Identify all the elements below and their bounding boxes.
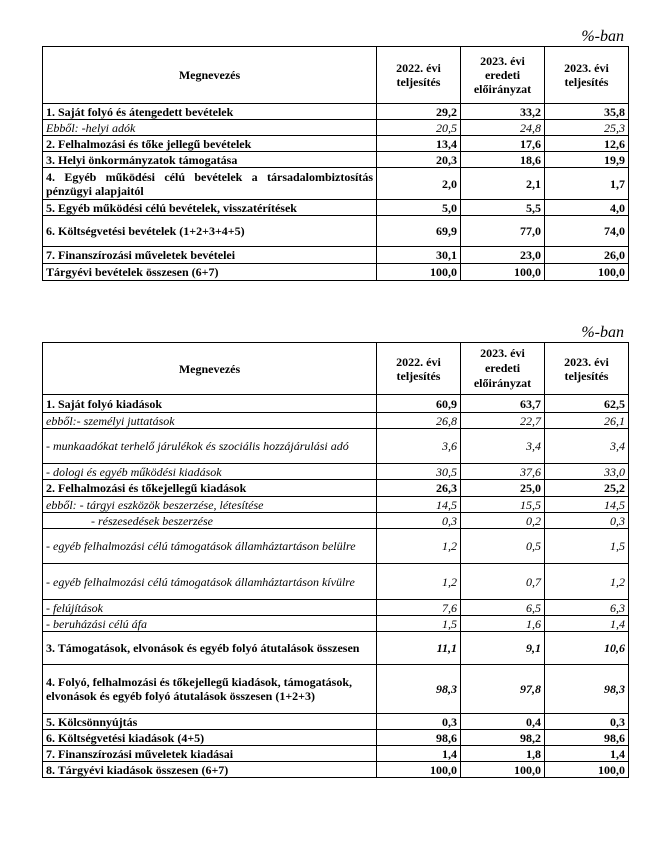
row-label: 6. Költségvetési bevételek (1+2+3+4+5)	[43, 216, 377, 247]
row-label: 1. Saját folyó és átengedett bevételek	[43, 104, 377, 120]
value-2023: 1,5	[545, 529, 629, 564]
row-label: Tárgyévi bevételek összesen (6+7)	[43, 264, 377, 281]
expense-row	[43, 464, 629, 480]
row-label: 1. Saját folyó kiadások	[43, 395, 377, 413]
value-2023-plan: 5,5	[461, 200, 545, 216]
value-2023: 98,6	[545, 730, 629, 746]
expense-row	[43, 497, 629, 513]
value-2023: 3,4	[545, 429, 629, 464]
value-2023-plan: 15,5	[461, 497, 545, 513]
income-table-body	[43, 104, 629, 281]
value-2023-plan: 6,5	[461, 600, 545, 616]
value-2022: 13,4	[377, 136, 461, 152]
expense-row	[43, 480, 629, 497]
expense-row	[43, 746, 629, 762]
value-2022: 60,9	[377, 395, 461, 413]
income-row	[43, 216, 629, 247]
value-2022: 100,0	[377, 762, 461, 778]
row-label: ebből:- személyi juttatások	[43, 413, 377, 429]
expense-row	[43, 632, 629, 665]
value-2023: 26,0	[545, 247, 629, 264]
value-2023: 12,6	[545, 136, 629, 152]
row-label: - dologi és egyéb működési kiadások	[43, 464, 377, 480]
value-2022: 7,6	[377, 600, 461, 616]
value-2023-plan: 0,2	[461, 513, 545, 529]
value-2023-plan: 100,0	[461, 264, 545, 281]
value-2022: 98,6	[377, 730, 461, 746]
header-col-2022: 2022. évi teljesítés	[377, 47, 461, 104]
value-2023: 4,0	[545, 200, 629, 216]
expense-table-body	[43, 395, 629, 778]
expense-row	[43, 513, 629, 529]
value-2023: 1,7	[545, 168, 629, 200]
row-label: - beruházási célú áfa	[43, 616, 377, 632]
header-name: Megnevezés	[43, 47, 377, 104]
value-2023: 1,4	[545, 616, 629, 632]
value-2022: 30,1	[377, 247, 461, 264]
expense-row	[43, 529, 629, 564]
value-2023-plan: 22,7	[461, 413, 545, 429]
value-2023: 35,8	[545, 104, 629, 120]
value-2022: 30,5	[377, 464, 461, 480]
row-label: 4. Egyéb működési célú bevételek a társadalombiztosítás pénzügyi alapjaitól	[43, 168, 377, 200]
expense-row	[43, 616, 629, 632]
row-label: 4. Folyó, felhalmozási és tőkejellegű kiadások, támogatások, elvonások és egyéb folyó átutalások összesen (1+2+3)	[43, 665, 377, 714]
header-col-2023-plan: 2023. évi eredeti előirányzat	[461, 343, 545, 395]
value-2022: 5,0	[377, 200, 461, 216]
value-2023: 0,3	[545, 714, 629, 730]
row-label: 7. Finanszírozási műveletek bevételei	[43, 247, 377, 264]
value-2023-plan: 98,2	[461, 730, 545, 746]
value-2023: 74,0	[545, 216, 629, 247]
row-label: - egyéb felhalmozási célú támogatások államháztartáson belülre	[43, 529, 377, 564]
income-table	[42, 46, 629, 281]
expense-header-row	[43, 343, 629, 395]
expense-row	[43, 564, 629, 600]
value-2022: 14,5	[377, 497, 461, 513]
value-2022: 3,6	[377, 429, 461, 464]
value-2023: 100,0	[545, 264, 629, 281]
value-2023: 100,0	[545, 762, 629, 778]
income-row	[43, 120, 629, 136]
header-col-2023: 2023. évi teljesítés	[545, 47, 629, 104]
value-2022: 98,3	[377, 665, 461, 714]
header-col-2023: 2023. évi teljesítés	[545, 343, 629, 395]
row-label: 7. Finanszírozási műveletek kiadásai	[43, 746, 377, 762]
value-2023-plan: 9,1	[461, 632, 545, 665]
value-2022: 20,5	[377, 120, 461, 136]
value-2023: 1,4	[545, 746, 629, 762]
value-2022: 29,2	[377, 104, 461, 120]
income-row	[43, 168, 629, 200]
value-2023-plan: 24,8	[461, 120, 545, 136]
expense-row	[43, 665, 629, 714]
row-label: 2. Felhalmozási és tőkejellegű kiadások	[43, 480, 377, 497]
value-2022: 0,3	[377, 714, 461, 730]
row-label: Ebből: -helyi adók	[43, 120, 377, 136]
value-2022: 26,3	[377, 480, 461, 497]
value-2022: 20,3	[377, 152, 461, 168]
unit-label-expense: %-ban	[581, 324, 624, 341]
income-row	[43, 136, 629, 152]
value-2023: 98,3	[545, 665, 629, 714]
value-2022: 0,3	[377, 513, 461, 529]
unit-label-income: %-ban	[581, 28, 624, 45]
value-2023: 10,6	[545, 632, 629, 665]
value-2022: 26,8	[377, 413, 461, 429]
value-2023-plan: 2,1	[461, 168, 545, 200]
value-2023-plan: 17,6	[461, 136, 545, 152]
row-label: 5. Kölcsönnyújtás	[43, 714, 377, 730]
value-2023: 62,5	[545, 395, 629, 413]
value-2023: 0,3	[545, 513, 629, 529]
row-label: - részesedések beszerzése	[43, 513, 377, 529]
value-2023-plan: 25,0	[461, 480, 545, 497]
value-2023: 1,2	[545, 564, 629, 600]
value-2023-plan: 23,0	[461, 247, 545, 264]
income-row	[43, 152, 629, 168]
value-2023-plan: 0,4	[461, 714, 545, 730]
row-label: - felújítások	[43, 600, 377, 616]
value-2023-plan: 37,6	[461, 464, 545, 480]
income-header-row	[43, 47, 629, 104]
value-2023: 25,2	[545, 480, 629, 497]
row-label: 5. Egyéb működési célú bevételek, visszatérítések	[43, 200, 377, 216]
value-2023-plan: 1,8	[461, 746, 545, 762]
row-label: 2. Felhalmozási és tőke jellegű bevételek	[43, 136, 377, 152]
value-2023: 25,3	[545, 120, 629, 136]
value-2022: 1,4	[377, 746, 461, 762]
value-2022: 1,5	[377, 616, 461, 632]
row-label: 3. Támogatások, elvonások és egyéb folyó átutalások összesen	[43, 632, 377, 665]
value-2023: 33,0	[545, 464, 629, 480]
value-2022: 2,0	[377, 168, 461, 200]
value-2023-plan: 33,2	[461, 104, 545, 120]
value-2023: 19,9	[545, 152, 629, 168]
income-row	[43, 247, 629, 264]
row-label: - munkaadókat terhelő járulékok és szociális hozzájárulási adó	[43, 429, 377, 464]
row-label: 6. Költségvetési kiadások (4+5)	[43, 730, 377, 746]
expense-row	[43, 600, 629, 616]
header-name: Megnevezés	[43, 343, 377, 395]
value-2022: 69,9	[377, 216, 461, 247]
expense-row	[43, 730, 629, 746]
row-label: 3. Helyi önkormányzatok támogatása	[43, 152, 377, 168]
income-row	[43, 264, 629, 281]
value-2022: 100,0	[377, 264, 461, 281]
value-2023-plan: 0,7	[461, 564, 545, 600]
value-2023: 6,3	[545, 600, 629, 616]
value-2023-plan: 77,0	[461, 216, 545, 247]
value-2022: 1,2	[377, 564, 461, 600]
value-2023: 26,1	[545, 413, 629, 429]
value-2022: 1,2	[377, 529, 461, 564]
header-col-2022: 2022. évi teljesítés	[377, 343, 461, 395]
value-2023-plan: 3,4	[461, 429, 545, 464]
income-row	[43, 200, 629, 216]
expense-row	[43, 714, 629, 730]
value-2023-plan: 97,8	[461, 665, 545, 714]
expense-row	[43, 395, 629, 413]
expense-row	[43, 413, 629, 429]
expense-row	[43, 762, 629, 778]
value-2023-plan: 100,0	[461, 762, 545, 778]
row-label: - egyéb felhalmozási célú támogatások államháztartáson kívülre	[43, 564, 377, 600]
expense-row	[43, 429, 629, 464]
value-2023: 14,5	[545, 497, 629, 513]
value-2023-plan: 1,6	[461, 616, 545, 632]
row-label: ebből: - tárgyi eszközök beszerzése, létesítése	[43, 497, 377, 513]
expense-table	[42, 342, 629, 778]
value-2023-plan: 0,5	[461, 529, 545, 564]
income-row	[43, 104, 629, 120]
row-label: 8. Tárgyévi kiadások összesen (6+7)	[43, 762, 377, 778]
value-2023-plan: 18,6	[461, 152, 545, 168]
value-2023-plan: 63,7	[461, 395, 545, 413]
value-2022: 11,1	[377, 632, 461, 665]
header-col-2023-plan: 2023. évi eredeti előirányzat	[461, 47, 545, 104]
